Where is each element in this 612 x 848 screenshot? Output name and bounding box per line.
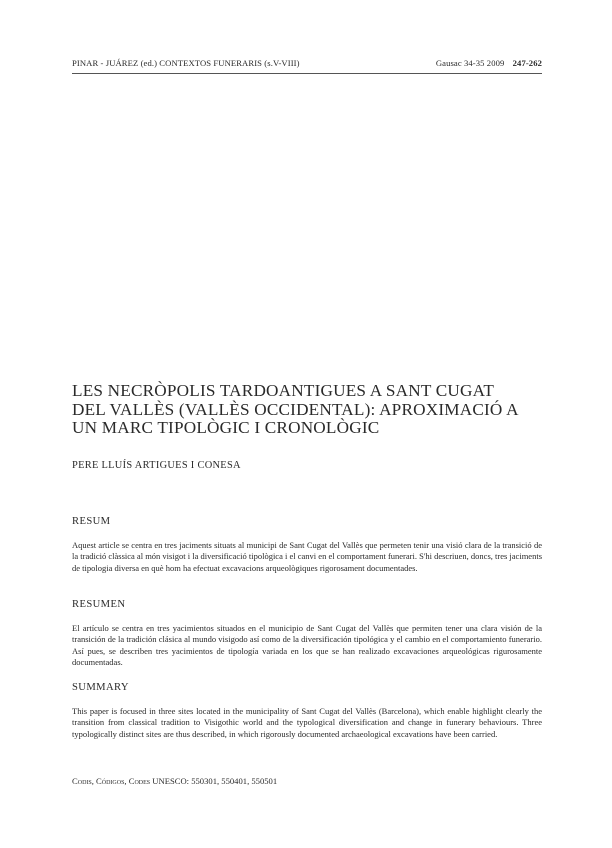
running-header [72, 58, 542, 72]
header-rule [72, 73, 542, 74]
title-line: UN MARC TIPOLÒGIC I CRONOLÒGIC [72, 418, 380, 437]
title-line: LES NECRÒPOLIS TARDOANTIGUES A SANT CUGAT [72, 381, 495, 400]
codes-value: UNESCO: 550301, 550401, 550501 [152, 776, 278, 786]
resumen-text: El artículo se centra en tres yacimientos situados en el municipio de Sant Cugat del Vallès que permiten tener una clara visión de la transición de la tradición clásica al mundo visigodo así como de la diversificación tipológica y el cambio en el comportamiento funerario. Así pues, se describen tres yacimientos de tipología variada en los que se han realizado excavaciones arqueológicas rigurosamente documentadas. [72, 623, 542, 668]
codes-label: Codis, Códigos, Codes [72, 776, 151, 786]
summary-text: This paper is focused in three sites located in the municipality of Sant Cugat del Vallès (Barcelona), which enable highlight clearly the transition from classical tradition to Visigothic world and the typological diversification and change in funerary behaviours. Three typologically distinct sites are thus described, in which rigorously documented archaeological excavations have been carried. [72, 706, 542, 739]
unesco-codes [72, 776, 277, 786]
page-range: 247-262 [512, 58, 542, 68]
journal-issue: Gausac 34-35 2009 [435, 58, 505, 68]
resumen-heading: RESUMEN [72, 599, 126, 610]
paper-title [72, 382, 552, 438]
running-header-left: PINAR - JUÁREZ (ed.) CONTEXTOS FUNERARIS (s.V-VIII) [72, 58, 300, 68]
resum-text: Aquest article se centra en tres jaciments situats al municipi de Sant Cugat del Vallès que permeten tenir una visió clara de la transició de la tradició clàssica al món visigot i la diversificació tipològica i el canvi en el comportament funerari. S'hi descriuen, doncs, tres jaciments de tipologia diversa en què hom ha efectuat excavacions arqueològiques rigorosament documentades. [72, 540, 542, 573]
resum-heading: RESUM [72, 516, 111, 527]
title-line: DEL VALLÈS (VALLÈS OCCIDENTAL): APROXIMACIÓ A [72, 399, 519, 419]
summary-heading: SUMMARY [72, 682, 129, 693]
running-header-right [436, 58, 542, 68]
author-name: PERE LLUÍS ARTIGUES I CONESA [72, 460, 241, 471]
